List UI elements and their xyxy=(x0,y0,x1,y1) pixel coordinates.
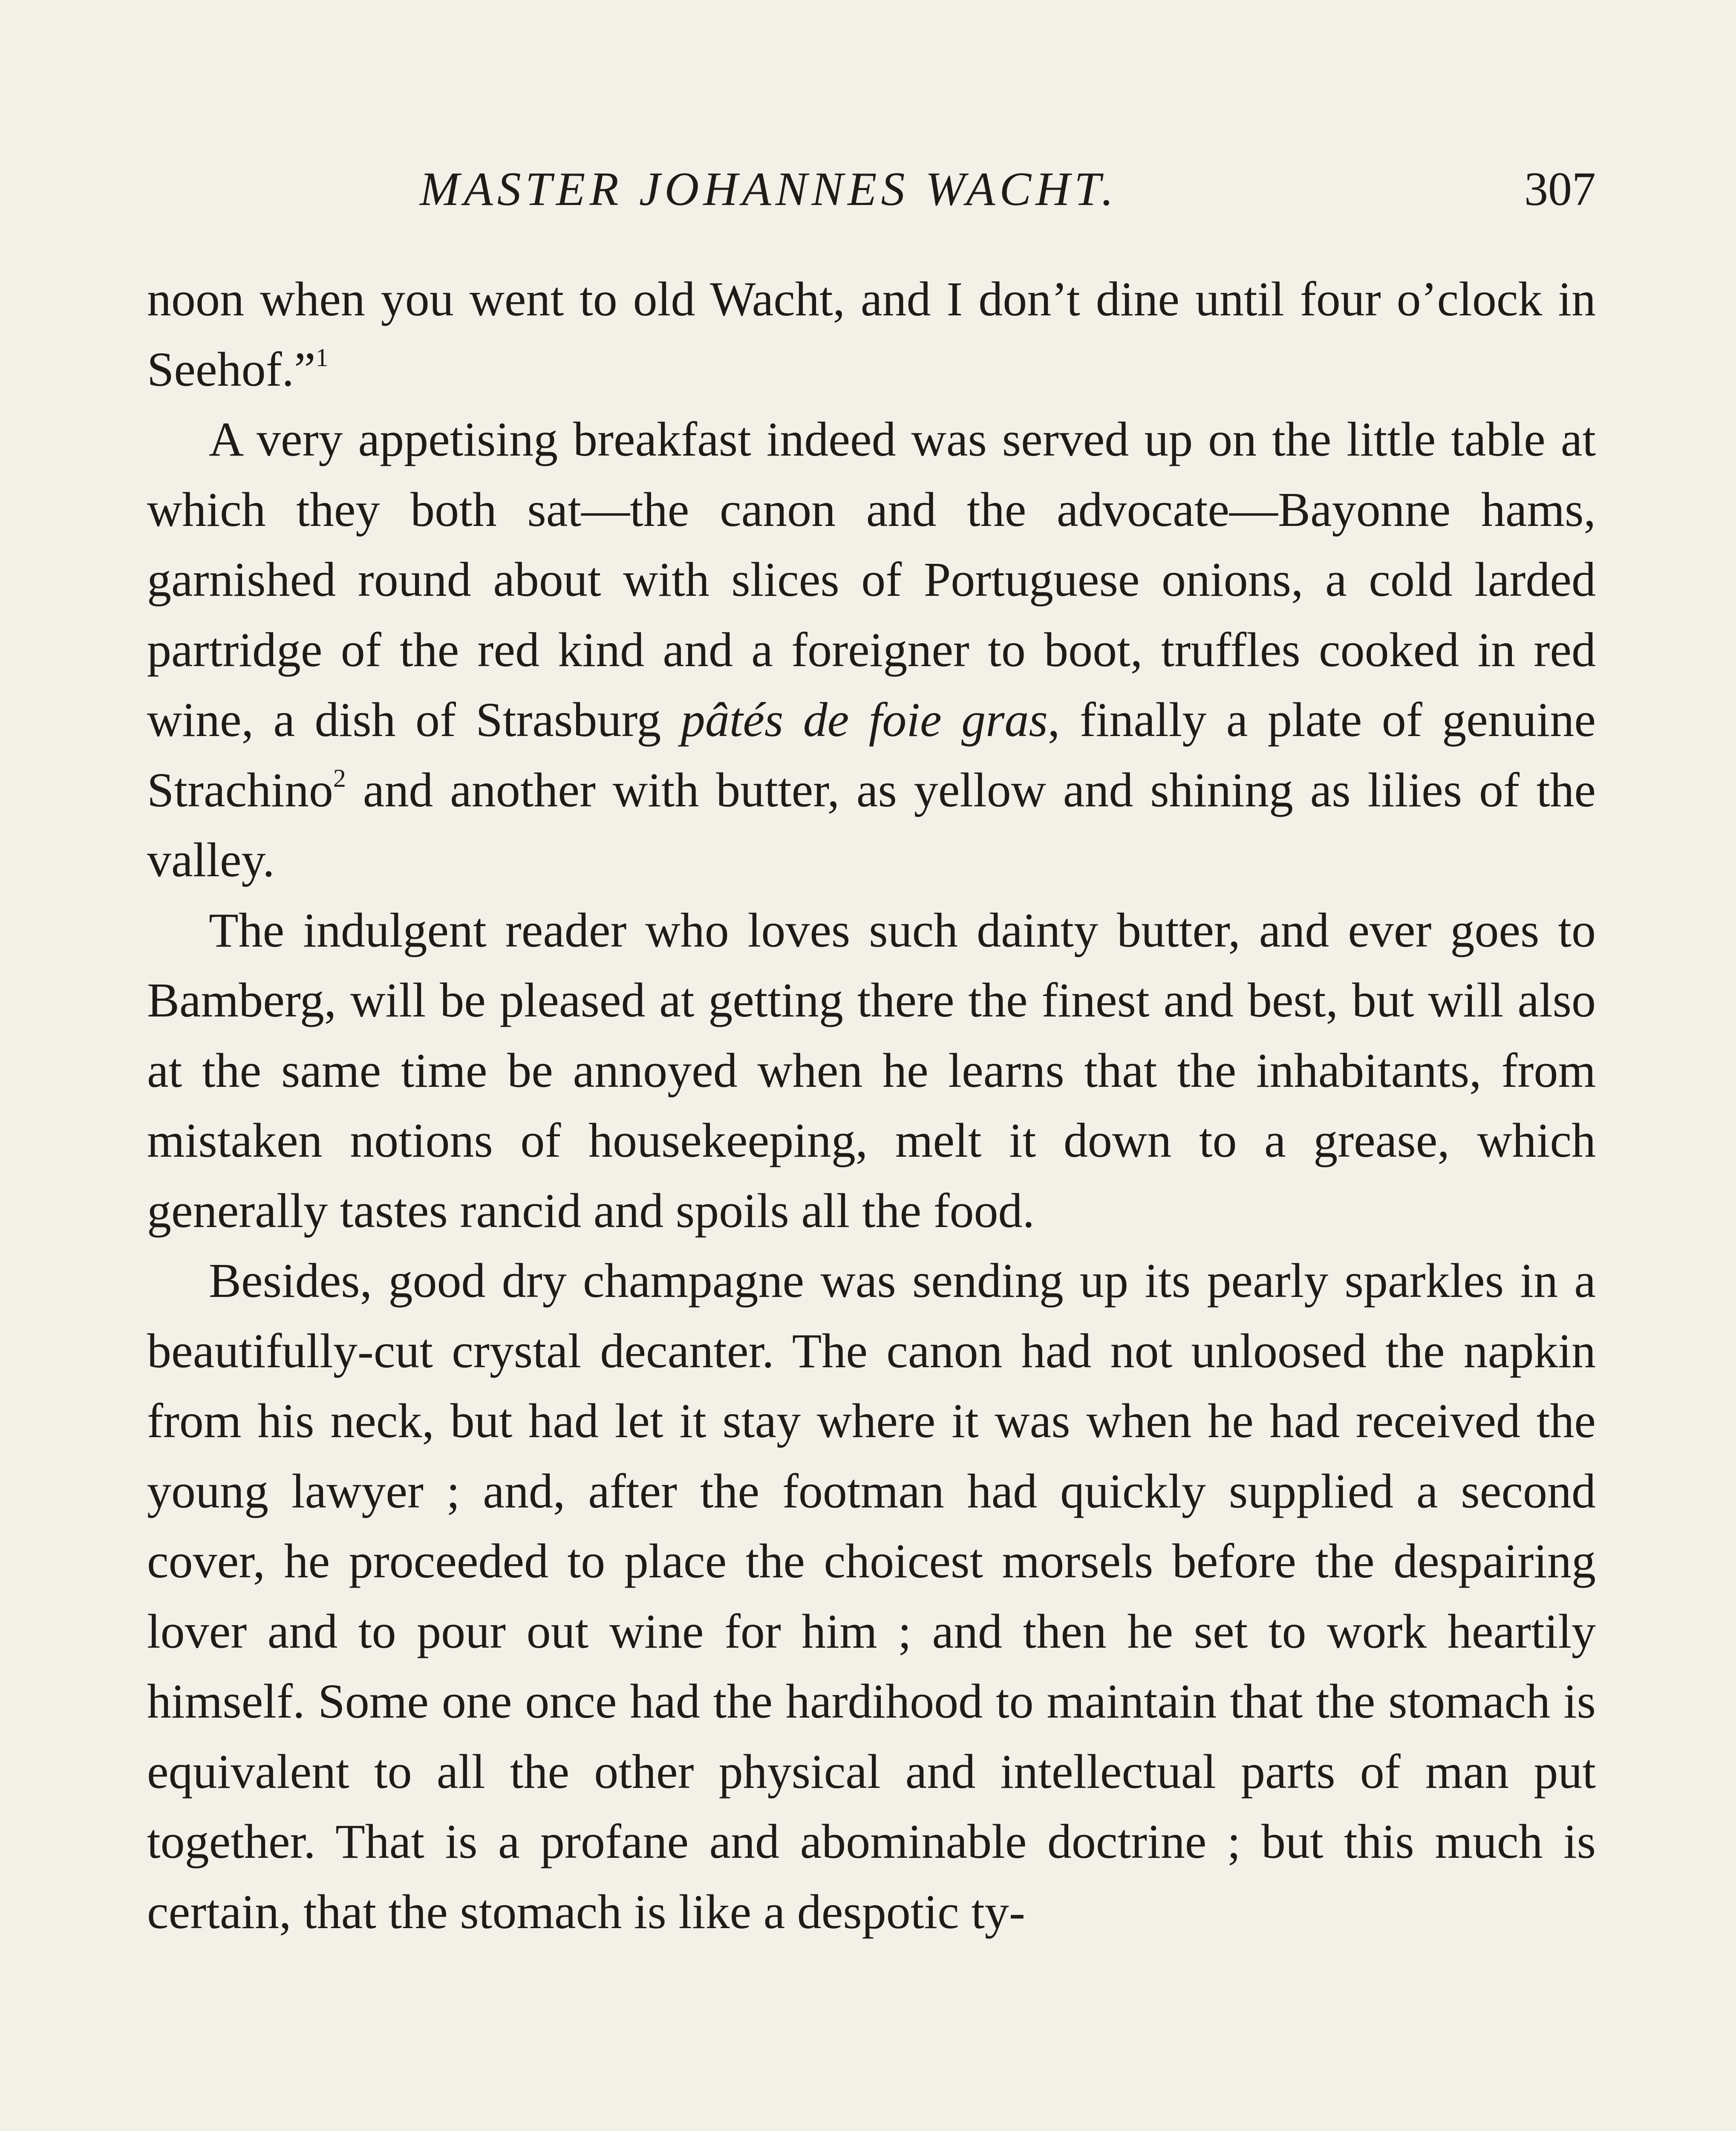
paragraph-4: Besides, good dry champagne was sending up its pearly sparkles in a beautifully-cut crystal decanter. The canon had not unloosed the napkin from his neck, but had let it stay where it was when he had received the young lawyer ; and, after the footman had quickly supplied a second cover, he proceeded to place the choicest morsels before the despairing lover and to pour out wine for him ; and then he set to work heartily himself. Some one once had the hardihood to maintain that the stomach is equivalent to all the other physical and intellectual parts of man put together. That is a profane and abominable doctrine ; but this much is certain, that the stomach is like a despotic ty- xyxy=(147,1253,1596,1939)
body-text xyxy=(147,264,1596,1947)
running-head xyxy=(147,162,1596,222)
footnote-ref-2: 2 xyxy=(333,764,346,792)
paragraph-2-text-a: A very appetising breakfast indeed was served up on the little table at which they both sat—the canon and the advocate—Bayonne hams, garnished round about with slices of Portuguese onions, a cold larded partridge of the red kind and a foreigner to boot, truffles cooked in red wine, a dish of Strasburg xyxy=(147,412,1596,747)
page-number: 307 xyxy=(1524,163,1596,216)
paragraph-2 xyxy=(147,404,1596,895)
running-title: MASTER JOHANNES WACHT. xyxy=(420,163,1118,216)
paragraph-3: The indulgent reader who loves such dainty butter, and ever goes to Bamberg, will be pleased at getting there the finest and best, but will also at the same time be annoyed when he learns that the inhabitants, from mistaken notions of housekeeping, melt it down to a grease, which generally tastes rancid and spoils all the food. xyxy=(147,903,1596,1238)
paragraph-2-text-b: , finally a plate of genuine Strachino xyxy=(147,693,1596,817)
paragraph-2-text-c: and another with butter, as yellow and shining as lilies of the valley. xyxy=(147,762,1596,887)
paragraph-2-italic: pâtés de foie gras xyxy=(681,693,1048,747)
paragraph-1 xyxy=(147,264,1596,404)
footnote-ref-1: 1 xyxy=(315,343,329,372)
paragraph-1-text: noon when you went to old Wacht, and I don’t dine until four o’clock in Seehof.” xyxy=(147,272,1596,396)
